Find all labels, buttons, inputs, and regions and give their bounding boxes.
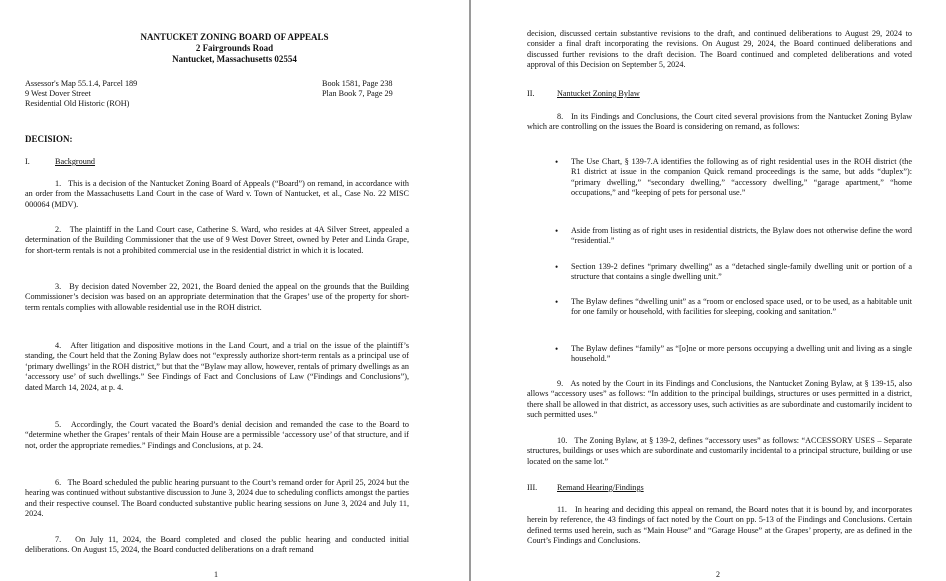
bullet-icon: •: [555, 157, 559, 167]
paragraph-8: 8. In its Findings and Conclusions, the Court cited several provisions from the Nantucket Zoning Bylaw which are controlling on the issues the Board is considering on remand, as follows:: [527, 112, 913, 132]
decision-heading: DECISION:: [25, 134, 73, 144]
paragraph-4: 4. After litigation and dispositive motions in the Land Court, and a trial on the issue of the plaintiff’s standing, the Court held that the Zoning Bylaw does not “expressly authorize short-term rentals as a principal use of ‘primary dwellings’ in the ROH district,” but that the “Bylaw may allow, however, rentals of primary dwellings as an ‘accessory use’ of such dwellings.” See Findings of Fact and Conclusions of Law (“Findings and Conclusions”), dated March 14, 2024, at p. 4.: [25, 341, 410, 392]
deed-book: Book 1581, Page 238: [322, 79, 393, 88]
paragraph-5: 5. Accordingly, the Court vacated the Board’s denial decision and remanded the case to the Board to “determine whether the Grapes’ rentals of their Main House are a permissible ‘accessory use’ of that structure, and if not, order the appropriate remedies.” Findings and Conclusions, at p. 24.: [25, 420, 410, 450]
paragraph-2: 2. The plaintiff in the Land Court case, Catherine S. Ward, who resides at 4A Silver Street, appealed a determination of the Building Commissioner that the use of 9 West Dover Street, owned by Peter and Linda Grape, for short-term rentals is not a prohibited commercial use in the residential district in which it is located.: [25, 225, 410, 255]
page-number: 2: [716, 570, 720, 579]
paragraph-11: 11. In hearing and deciding this appeal on remand, the Board notes that it is bound by, and incorporates herein by reference, the 43 findings of fact noted by the Court on pp. 5-13 of the Findings and Conclusions. Certain defined terms used herein, such as “Main House” and “Garage House” at the Grapes’ property, are as defined in the Court’s Findings and Conclusions.: [527, 505, 913, 546]
section-3-number: III.: [527, 483, 538, 492]
bullet-icon: •: [555, 262, 559, 272]
header-title: NANTUCKET ZONING BOARD OF APPEALS: [140, 32, 329, 42]
property-street: 9 West Dover Street: [25, 89, 91, 98]
section-2-title: Nantucket Zoning Bylaw: [557, 89, 640, 98]
document-page-2: [471, 0, 946, 581]
document-page-1: [0, 0, 469, 581]
header-city: Nantucket, Massachusetts 02554: [172, 54, 297, 64]
paragraph-1: 1. This is a decision of the Nantucket Zoning Board of Appeals (“Board”) on remand, in accordance with an order from the Massachusetts Land Court in the case of Ward v. Town of Nantucket, et al., Case No. 22 MISC 000064 (MDV).: [25, 179, 410, 209]
header-address: 2 Fairgrounds Road: [195, 43, 274, 53]
paragraph-9: 9. As noted by the Court in its Findings and Conclusions, the Nantucket Zoning Bylaw, at § 139-15, also allows “accessory uses” as follows: “In addition to the principal buildings, structures or uses permitted in a district, there shall be allowed in that district, as accessory uses, such activities as are subordinate and customarily incident to such permitted uses.”: [527, 379, 913, 420]
page-number: 1: [214, 570, 218, 579]
section-1-title: Background: [55, 157, 96, 166]
paragraph-7-continued: decision, discussed certain substantive revisions to the draft, and continued deliberations to August 29, 2024 to consider a final draft incorporating the revisions. On August 29, 2024, the Board continued deliberations and discussed further revisions to the draft decision. The Board continued and completed deliberations and voted approval of this Decision on September 5, 2024.: [527, 29, 912, 70]
bylaw-bullet-3: Section 139-2 defines “primary dwelling” as a “detached single-family dwelling unit or portion of a structure that contains a single dwelling unit.”: [571, 262, 912, 282]
assessor-map: Assessor's Map 55.1.4, Parcel 189: [25, 79, 138, 88]
section-3-title: Remand Hearing/Findings: [557, 483, 644, 492]
bylaw-bullet-4: The Bylaw defines “dwelling unit” as a “room or enclosed space used, or to be used, as a habitable unit for one family or household, with facilities for sleeping, cooking and sanitation.”: [571, 297, 912, 317]
paragraph-7: 7. On July 11, 2024, the Board completed and closed the public hearing and conducted initial deliberations. On August 15, 2024, the Board conducted deliberations on a draft remand: [25, 535, 409, 555]
bullet-icon: •: [555, 297, 559, 307]
bullet-icon: •: [555, 344, 559, 354]
bylaw-bullet-2: Aside from listing as of right uses in residential districts, the Bylaw does not otherwise define the word “residential.”: [571, 226, 912, 246]
paragraph-3: 3. By decision dated November 22, 2021, the Board denied the appeal on the grounds that the Building Commissioner’s decision was based on an appropriate determination that the Grapes’ use of the property for short-term rentals complies with allowable residential use in the ROH district.: [25, 282, 409, 312]
paragraph-10: 10. The Zoning Bylaw, at § 139-2, defines “accessory uses” as follows: “ACCESSORY USES – Separate structures, buildings or uses which are subordinate and customarily incidental to a principal structure, building or use located on the same lot.”: [527, 436, 912, 466]
section-2-number: II.: [527, 89, 535, 98]
bullet-icon: •: [555, 226, 559, 236]
bylaw-bullet-1: The Use Chart, § 139-7.A identifies the following as of right residential uses in the ROH district (the R1 district at issue in the companion Quick remand proceedings is the same, but adds “duplex”): “primary dwelling,” “secondary dwelling,” “accessory dwelling,” “garage apartment,” “home occupations,” and “keeping of pets for personal use.”: [571, 157, 912, 198]
zoning-district: Residential Old Historic (ROH): [25, 99, 130, 108]
plan-book: Plan Book 7, Page 29: [322, 89, 393, 98]
bylaw-bullet-5: The Bylaw defines “family” as “[o]ne or more persons occupying a dwelling unit and living as a single household.”: [571, 344, 912, 364]
paragraph-6: 6. The Board scheduled the public hearing pursuant to the Court’s remand order for April 25, 2024 but the hearing was continued without substantive discussion to June 3, 2024 due to scheduling conflicts amongst the parties and their respective counsel. The Board conducted substantive public hearing sessions on June 3, 2024 and July 11, 2024.: [25, 478, 409, 519]
section-1-number: I.: [25, 157, 30, 166]
